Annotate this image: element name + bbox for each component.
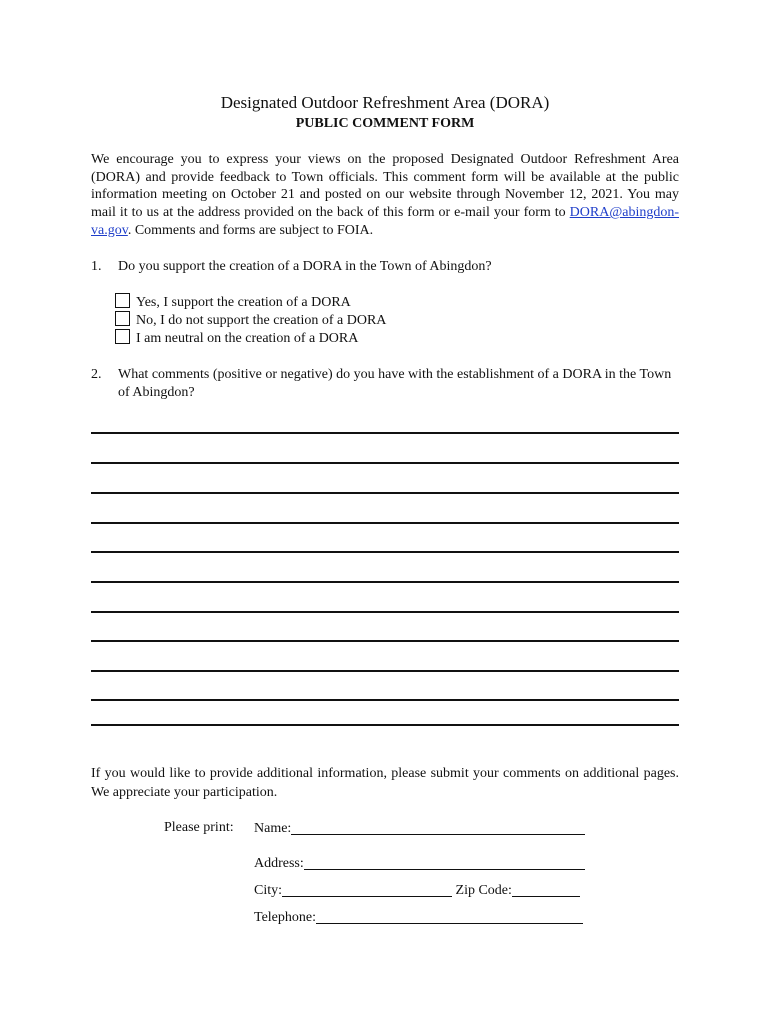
question-2: [91, 366, 679, 402]
form-title: Designated Outdoor Refreshment Area (DORA): [220, 93, 550, 112]
comment-line[interactable]: [91, 522, 679, 524]
address-field[interactable]: [304, 854, 585, 870]
intro-paragraph: [91, 151, 679, 240]
comment-line[interactable]: [91, 492, 679, 494]
please-print-label: Please print:: [164, 820, 234, 835]
comment-line[interactable]: [91, 699, 679, 701]
option-label: I am neutral on the creation of a DORA: [136, 331, 359, 346]
telephone-label: Telephone:: [254, 910, 316, 925]
comment-line[interactable]: [91, 724, 679, 726]
comment-line[interactable]: [91, 640, 679, 642]
zip-field[interactable]: [512, 881, 580, 897]
intro-text: We encourage you to express your views on the proposed Designated Outdoor Refreshment Area (DORA) and provide feedback to Town officials. This comment form will be available at the public information meeting on October 21 and posted on our website through November 12, 2021. You may mail it to us at the address provided on the back of this form or e-mail your form to: [91, 152, 679, 221]
question-number: 1.: [91, 259, 102, 274]
comment-line[interactable]: [91, 432, 679, 434]
question-1: [91, 258, 679, 276]
checkbox-oppose[interactable]: [115, 311, 130, 326]
email-link[interactable]: DORA@abingdon-va.gov: [91, 205, 679, 238]
name-label: Name:: [254, 821, 292, 836]
option-support[interactable]: [115, 293, 351, 311]
checkbox-neutral[interactable]: [115, 329, 130, 344]
option-oppose[interactable]: [115, 311, 386, 329]
name-field[interactable]: [291, 819, 585, 835]
city-field[interactable]: [282, 881, 452, 897]
zip-label: Zip Code:: [455, 883, 512, 898]
city-label: City:: [254, 883, 283, 898]
telephone-field[interactable]: [316, 908, 583, 924]
address-label: Address:: [254, 856, 304, 871]
address-row: [254, 854, 585, 872]
closing-paragraph: If you would like to provide additional information, please submit your comments on additional pages. We appreciate your participation.: [91, 766, 679, 800]
option-neutral[interactable]: [115, 329, 358, 347]
question-text: What comments (positive or negative) do you have with the establishment of a DORA in the Town of Abingdon?: [118, 367, 672, 400]
telephone-row: [254, 908, 583, 926]
name-row: [254, 819, 585, 837]
form-subtitle: PUBLIC COMMENT FORM: [295, 116, 475, 131]
checkbox-support[interactable]: [115, 293, 130, 308]
intro-text-end: . Comments and forms are subject to FOIA.: [127, 222, 374, 238]
comment-line[interactable]: [91, 551, 679, 553]
question-number: 2.: [91, 367, 102, 382]
question-text: Do you support the creation of a DORA in the Town of Abingdon?: [118, 259, 492, 274]
option-label: No, I do not support the creation of a DORA: [136, 313, 387, 328]
option-label: Yes, I support the creation of a DORA: [136, 295, 351, 310]
comment-line[interactable]: [91, 462, 679, 464]
comment-line[interactable]: [91, 670, 679, 672]
city-zip-row: [254, 881, 580, 899]
comment-line[interactable]: [91, 611, 679, 613]
comment-line[interactable]: [91, 581, 679, 583]
